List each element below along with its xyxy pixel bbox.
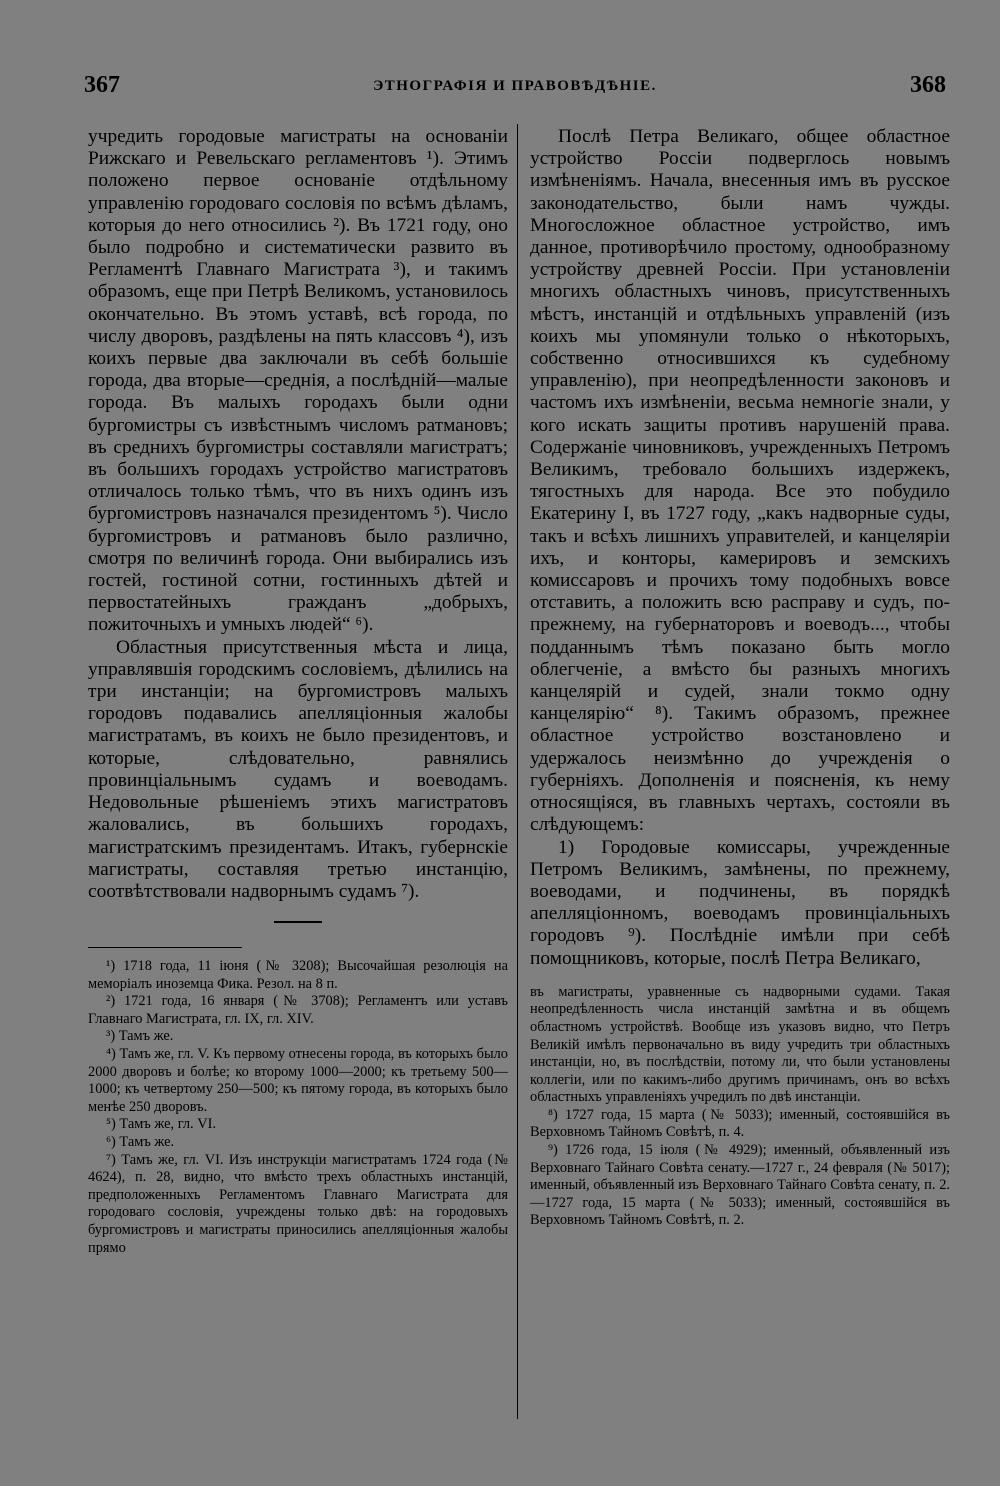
left-page-number: 367	[84, 72, 120, 98]
right-column	[530, 126, 950, 1230]
paragraph: учредить городовые магистраты на основаніи Рижскаго и Ревельскаго регламентовъ ¹). Этимъ положено первое основаніе отдѣльному управленію городоваго сословія по всѣмъ дѣламъ, которыя до него относились ²). Въ 1721 году, оно было подробно и систематически развито въ Регламентѣ Главнаго Магистрата ³), и такимъ образомъ, еще при Петрѣ Великомъ, установилось окончательно. Въ этомъ уставѣ, всѣ города, по числу дворовъ, раздѣлены на пять классовъ ⁴), изъ коихъ первые два заключали въ себѣ большіе города, два вторые—среднія, а послѣдній—малые города. Въ малыхъ городахъ были одни бургомистры съ извѣстнымъ числомъ ратмановъ; въ среднихъ бургомистры составляли магистратъ; въ большихъ городахъ устройство магистратовъ отличалось только тѣмъ, что въ нихъ одинъ изъ бургомистровъ назначался президентомъ ⁵). Число бургомистровъ и ратмановъ было различно, смотря по величинѣ города. Они выбирались изъ гостей, гостиной сотни, гостинныхъ дѣтей и первостатейныхъ гражданъ „добрыхъ, пожиточныхъ и умныхъ людей“ ⁶).	[88, 126, 508, 636]
footnote: ⁹) 1726 года, 15 іюля (№ 4929); именный, объявленный изъ Верховнаго Тайнаго Совѣта сенату.—1727 г., 24 февраля (№ 5017); именный, объявленный изъ Верховнаго Тайнаго Совѣта сенату, п. 2.—1727 года, 15 марта (№ 5033); именный, состоявшійся въ Верховномъ Тайномъ Совѣтѣ, п. 2.	[530, 1142, 950, 1229]
footnote: ⁷) Тамъ же, гл. VI. Изъ инструкціи магистратамъ 1724 года (№ 4624), п. 28, видно, что вмѣсто трехъ областныхъ инстанцій, предположенныхъ Регламентомъ Главнаго Магистрата для городоваго сословія, учреждены только двѣ: на городовыхъ бургомистровъ и магистраты приносились апелляціонныя жалобы прямо	[88, 1151, 508, 1256]
footnote: ³) Тамъ же.	[106, 1028, 174, 1045]
section-dash	[274, 921, 322, 923]
footnote: ⁴) Тамъ же, гл. V. Къ первому отнесены города, въ которыхъ было 2000 дворовъ и болѣе; ко второму 1000—2000; къ третьему 500—1000; къ четвертому 250—500; къ пятому города, въ которыхъ было менѣе 250 дворовъ.	[88, 1046, 508, 1115]
footnote-rule	[88, 947, 242, 948]
right-page-number: 368	[910, 72, 946, 98]
column-divider	[517, 124, 518, 1419]
running-title: ЭТНОГРАФІЯ И ПРАВОВѢДѢНІЕ.	[373, 78, 657, 94]
left-column	[88, 126, 508, 1257]
left-footnotes	[88, 958, 508, 1257]
footnote: ⁵) Тамъ же, гл. VI.	[106, 1116, 217, 1133]
footnote-continuation: въ магистраты, уравненные съ надворными судами. Такая неопредѣленность числа инстанцій замѣтна и въ общемъ областномъ устройствѣ. Вообще изъ указовъ видно, что Петръ Великій имѣлъ первоначально въ виду учредить три областныхъ инстанціи, но, въ послѣдствіи, потому ли, что были установлены коллегіи, или по какимъ-либо другимъ причинамъ, онъ во всѣхъ областныхъ управленіяхъ учредилъ по двѣ инстанціи.	[530, 983, 950, 1106]
right-footnotes	[530, 984, 950, 1230]
paragraph: Послѣ Петра Великаго, общее областное устройство Россіи подверглось новымъ измѣненіямъ. Начала, внесенныя имъ въ русское законодательство, были намъ чужды. Многосложное областное устройство, имъ данное, противорѣчило простому, однообразному устройству древней Россіи. При установленіи многихъ областныхъ чиновъ, присутственныхъ мѣстъ, инстанцій и отдѣльныхъ управленій (изъ коихъ мы упомянули только о нѣкоторыхъ, собственно относившихся къ судебному управленію), при неопредѣленности законовъ и частомъ ихъ измѣненіи, весьма немногіе знали, у кого искать защиты противъ нарушеній права. Содержаніе чиновниковъ, учрежденныхъ Петромъ Великимъ, требовало большихъ издержекъ, тягостныхъ для народа. Все это побудило Екатерину I, въ 1727 году, „какъ надворные суды, такъ и всѣхъ лишнихъ управителей, и канцеляріи ихъ, и конторы, камерировъ и земскихъ комиссаровъ и прочихъ тому подобныхъ вовсе отставить, а положить всю расправу и судъ, по-прежнему, на губернаторовъ и воеводъ..., чтобы подданнымъ тѣмъ показано быть могло облегченіе, а вмѣсто бы разныхъ многихъ канцелярій и судей, знали токмо одну канцелярію“ ⁸). Такимъ образомъ, прежнее областное устройство возстановлено и удержалось неизмѣнно до учрежденія о губерніяхъ. Дополненія и поясненія, къ нему относящіяся, въ главныхъ чертахъ, состояли въ слѣдующемъ:	[530, 126, 950, 836]
page-header	[80, 72, 950, 108]
footnote: ⁶) Тамъ же.	[106, 1134, 175, 1151]
footnote: ²) 1721 года, 16 января (№ 3708); Регламентъ или уставъ Главнаго Магистрата, гл. IX, гл. XIV.	[88, 993, 508, 1027]
right-column-body	[530, 126, 950, 970]
left-column-body	[88, 126, 508, 903]
footnote: ¹) 1718 года, 11 іюня (№ 3208); Высочайшая резолюція на мемоpіалъ иноземца Фика. Резол. на 8 п.	[88, 958, 508, 992]
paragraph: Областныя присутственныя мѣста и лица, управлявшія городскимъ сословіемъ, дѣлились на три инстанціи; на бургомистровъ малыхъ городовъ подавались апелляціонныя жалобы магистратамъ, въ коихъ не было президентовъ, и которые, слѣдовательно, равнялись провинціальнымъ судамъ и воеводамъ. Недовольные рѣшеніемъ этихъ магистратовъ жаловались, въ большихъ городахъ, магистратскимъ президентамъ. Итакъ, губернскіе магистраты, составляя третью инстанцію, соотвѣтствовали надворнымъ судамъ ⁷).	[88, 636, 508, 902]
paragraph: 1) Городовые комиссары, учрежденные Петромъ Великимъ, замѣнены, по прежнему, воеводами, и подчинены, въ порядкѣ апелляціонномъ, воеводамъ провинціальныхъ городовъ ⁹). Послѣдніе имѣли при себѣ помощниковъ, которые, послѣ Петра Великаго,	[530, 836, 950, 969]
footnote: ⁸) 1727 года, 15 марта (№ 5033); именный, состоявшійся въ Верховномъ Тайномъ Совѣтѣ, п. 4.	[530, 1106, 950, 1141]
